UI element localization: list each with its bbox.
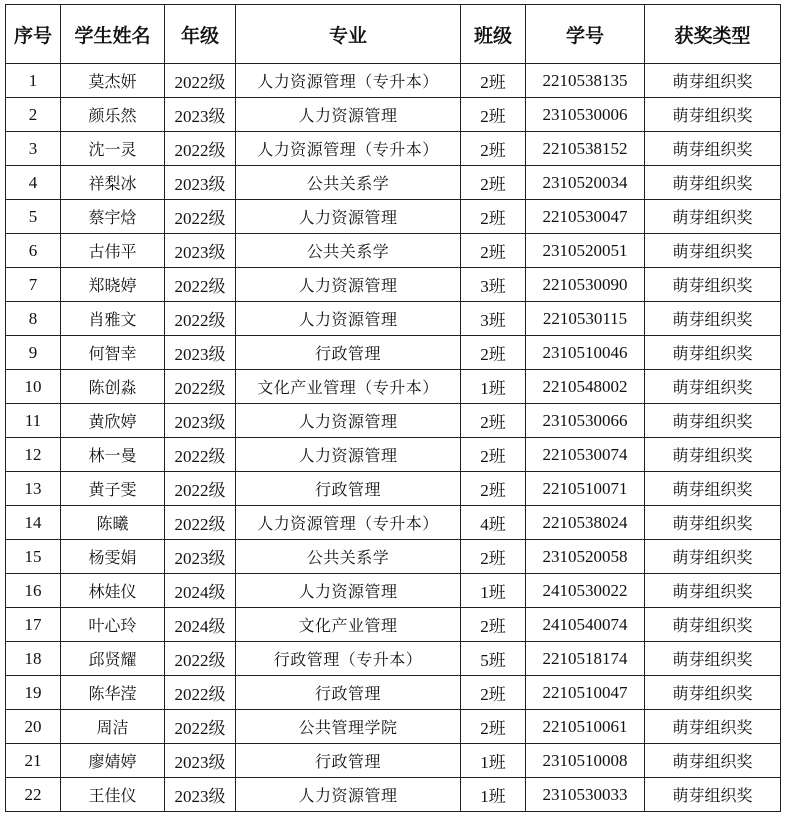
cell-major: 人力资源管理（专升本） (236, 506, 461, 540)
cell-index: 21 (6, 744, 61, 778)
cell-class: 2班 (461, 540, 526, 574)
cell-award-type: 萌芽组织奖 (645, 166, 781, 200)
cell-student-id: 2310530033 (526, 778, 645, 812)
table-row (6, 540, 781, 574)
cell-major: 人力资源管理（专升本） (236, 64, 461, 98)
cell-major: 人力资源管理 (236, 574, 461, 608)
cell-student-name: 陈华滢 (61, 676, 165, 710)
cell-major: 公共管理学院 (236, 710, 461, 744)
cell-major: 行政管理 (236, 676, 461, 710)
header-row (6, 5, 781, 64)
table-row (6, 64, 781, 98)
header-award-type: 获奖类型 (645, 5, 781, 64)
table-row (6, 710, 781, 744)
cell-grade: 2022级 (165, 200, 236, 234)
cell-student-id: 2210530047 (526, 200, 645, 234)
cell-index: 4 (6, 166, 61, 200)
cell-grade: 2022级 (165, 438, 236, 472)
cell-major: 行政管理（专升本） (236, 642, 461, 676)
cell-grade: 2022级 (165, 268, 236, 302)
cell-student-name: 蔡宇焓 (61, 200, 165, 234)
cell-student-name: 郑晓婷 (61, 268, 165, 302)
cell-index: 14 (6, 506, 61, 540)
cell-student-id: 2210518174 (526, 642, 645, 676)
cell-index: 12 (6, 438, 61, 472)
cell-award-type: 萌芽组织奖 (645, 778, 781, 812)
award-table-container (5, 4, 781, 812)
cell-student-name: 杨雯娟 (61, 540, 165, 574)
table-row (6, 336, 781, 370)
cell-class: 2班 (461, 234, 526, 268)
cell-student-id: 2210530115 (526, 302, 645, 336)
cell-grade: 2023级 (165, 166, 236, 200)
cell-student-name: 何智幸 (61, 336, 165, 370)
header-major: 专业 (236, 5, 461, 64)
cell-award-type: 萌芽组织奖 (645, 642, 781, 676)
cell-index: 7 (6, 268, 61, 302)
cell-class: 2班 (461, 132, 526, 166)
cell-grade: 2022级 (165, 64, 236, 98)
cell-grade: 2023级 (165, 98, 236, 132)
cell-class: 3班 (461, 268, 526, 302)
cell-student-name: 陈创淼 (61, 370, 165, 404)
cell-index: 3 (6, 132, 61, 166)
table-row (6, 472, 781, 506)
cell-student-id: 2210530074 (526, 438, 645, 472)
cell-major: 人力资源管理 (236, 778, 461, 812)
cell-index: 19 (6, 676, 61, 710)
cell-class: 2班 (461, 438, 526, 472)
cell-major: 行政管理 (236, 744, 461, 778)
cell-index: 20 (6, 710, 61, 744)
cell-student-name: 黄欣婷 (61, 404, 165, 438)
cell-index: 13 (6, 472, 61, 506)
cell-class: 2班 (461, 200, 526, 234)
cell-class: 2班 (461, 166, 526, 200)
cell-student-id: 2210510071 (526, 472, 645, 506)
cell-student-name: 古伟平 (61, 234, 165, 268)
table-row (6, 608, 781, 642)
cell-major: 公共关系学 (236, 166, 461, 200)
cell-index: 22 (6, 778, 61, 812)
header-index: 序号 (6, 5, 61, 64)
cell-class: 3班 (461, 302, 526, 336)
cell-award-type: 萌芽组织奖 (645, 574, 781, 608)
award-table (5, 4, 781, 812)
cell-award-type: 萌芽组织奖 (645, 404, 781, 438)
cell-major: 文化产业管理（专升本） (236, 370, 461, 404)
cell-major: 人力资源管理 (236, 302, 461, 336)
cell-award-type: 萌芽组织奖 (645, 98, 781, 132)
cell-award-type: 萌芽组织奖 (645, 302, 781, 336)
cell-grade: 2023级 (165, 778, 236, 812)
cell-grade: 2023级 (165, 744, 236, 778)
cell-award-type: 萌芽组织奖 (645, 234, 781, 268)
header-class: 班级 (461, 5, 526, 64)
cell-student-name: 陈曦 (61, 506, 165, 540)
table-row (6, 506, 781, 540)
cell-award-type: 萌芽组织奖 (645, 472, 781, 506)
cell-student-id: 2310510008 (526, 744, 645, 778)
cell-major: 人力资源管理 (236, 98, 461, 132)
cell-student-id: 2210510061 (526, 710, 645, 744)
cell-grade: 2024级 (165, 608, 236, 642)
cell-index: 5 (6, 200, 61, 234)
cell-major: 人力资源管理（专升本） (236, 132, 461, 166)
cell-student-name: 邱贤耀 (61, 642, 165, 676)
cell-award-type: 萌芽组织奖 (645, 608, 781, 642)
cell-award-type: 萌芽组织奖 (645, 268, 781, 302)
cell-class: 1班 (461, 574, 526, 608)
cell-award-type: 萌芽组织奖 (645, 710, 781, 744)
cell-student-id: 2210510047 (526, 676, 645, 710)
cell-student-id: 2210538152 (526, 132, 645, 166)
cell-student-id: 2310520058 (526, 540, 645, 574)
cell-award-type: 萌芽组织奖 (645, 370, 781, 404)
cell-award-type: 萌芽组织奖 (645, 438, 781, 472)
header-grade: 年级 (165, 5, 236, 64)
cell-index: 18 (6, 642, 61, 676)
table-row (6, 370, 781, 404)
table-row (6, 234, 781, 268)
table-row (6, 98, 781, 132)
cell-class: 1班 (461, 370, 526, 404)
table-row (6, 778, 781, 812)
cell-grade: 2023级 (165, 234, 236, 268)
cell-index: 15 (6, 540, 61, 574)
cell-grade: 2023级 (165, 404, 236, 438)
cell-student-id: 2410540074 (526, 608, 645, 642)
cell-student-name: 叶心玲 (61, 608, 165, 642)
cell-student-id: 2210538135 (526, 64, 645, 98)
cell-student-id: 2310520034 (526, 166, 645, 200)
cell-major: 文化产业管理 (236, 608, 461, 642)
cell-class: 1班 (461, 778, 526, 812)
cell-grade: 2022级 (165, 472, 236, 506)
cell-class: 2班 (461, 676, 526, 710)
table-row (6, 438, 781, 472)
cell-major: 人力资源管理 (236, 268, 461, 302)
cell-student-name: 王佳仪 (61, 778, 165, 812)
cell-index: 16 (6, 574, 61, 608)
cell-award-type: 萌芽组织奖 (645, 744, 781, 778)
cell-grade: 2022级 (165, 710, 236, 744)
cell-major: 行政管理 (236, 472, 461, 506)
cell-index: 10 (6, 370, 61, 404)
cell-award-type: 萌芽组织奖 (645, 336, 781, 370)
cell-grade: 2022级 (165, 132, 236, 166)
cell-student-name: 肖雅文 (61, 302, 165, 336)
cell-grade: 2022级 (165, 302, 236, 336)
cell-student-id: 2310530006 (526, 98, 645, 132)
cell-major: 公共关系学 (236, 540, 461, 574)
cell-grade: 2022级 (165, 676, 236, 710)
header-student-name: 学生姓名 (61, 5, 165, 64)
cell-student-id: 2210548002 (526, 370, 645, 404)
cell-class: 2班 (461, 336, 526, 370)
cell-award-type: 萌芽组织奖 (645, 540, 781, 574)
cell-student-id: 2310510046 (526, 336, 645, 370)
cell-award-type: 萌芽组织奖 (645, 64, 781, 98)
cell-student-name: 廖婧婷 (61, 744, 165, 778)
cell-award-type: 萌芽组织奖 (645, 506, 781, 540)
cell-class: 1班 (461, 744, 526, 778)
cell-class: 2班 (461, 472, 526, 506)
cell-class: 2班 (461, 404, 526, 438)
cell-grade: 2023级 (165, 540, 236, 574)
cell-student-name: 沈一灵 (61, 132, 165, 166)
cell-student-id: 2210538024 (526, 506, 645, 540)
cell-student-name: 莫杰妍 (61, 64, 165, 98)
cell-student-id: 2310520051 (526, 234, 645, 268)
cell-grade: 2023级 (165, 336, 236, 370)
cell-grade: 2022级 (165, 370, 236, 404)
cell-major: 人力资源管理 (236, 404, 461, 438)
cell-index: 1 (6, 64, 61, 98)
cell-award-type: 萌芽组织奖 (645, 200, 781, 234)
cell-student-id: 2410530022 (526, 574, 645, 608)
table-row (6, 166, 781, 200)
table-row (6, 574, 781, 608)
cell-index: 9 (6, 336, 61, 370)
table-row (6, 404, 781, 438)
table-row (6, 200, 781, 234)
table-row (6, 744, 781, 778)
cell-grade: 2022级 (165, 642, 236, 676)
cell-index: 17 (6, 608, 61, 642)
table-body (6, 64, 781, 812)
cell-class: 2班 (461, 608, 526, 642)
cell-student-name: 祥梨冰 (61, 166, 165, 200)
cell-major: 行政管理 (236, 336, 461, 370)
cell-student-name: 颜乐然 (61, 98, 165, 132)
cell-class: 2班 (461, 710, 526, 744)
cell-index: 2 (6, 98, 61, 132)
cell-grade: 2024级 (165, 574, 236, 608)
cell-class: 5班 (461, 642, 526, 676)
cell-class: 2班 (461, 64, 526, 98)
table-row (6, 676, 781, 710)
cell-student-id: 2310530066 (526, 404, 645, 438)
table-row (6, 302, 781, 336)
cell-grade: 2022级 (165, 506, 236, 540)
cell-student-name: 周洁 (61, 710, 165, 744)
table-row (6, 268, 781, 302)
cell-class: 2班 (461, 98, 526, 132)
cell-student-id: 2210530090 (526, 268, 645, 302)
cell-class: 4班 (461, 506, 526, 540)
table-row (6, 132, 781, 166)
table-row (6, 642, 781, 676)
cell-major: 公共关系学 (236, 234, 461, 268)
header-student-id: 学号 (526, 5, 645, 64)
cell-index: 8 (6, 302, 61, 336)
cell-student-name: 林娃仪 (61, 574, 165, 608)
cell-student-name: 林一曼 (61, 438, 165, 472)
cell-major: 人力资源管理 (236, 438, 461, 472)
cell-major: 人力资源管理 (236, 200, 461, 234)
cell-student-name: 黄子雯 (61, 472, 165, 506)
cell-award-type: 萌芽组织奖 (645, 676, 781, 710)
cell-index: 11 (6, 404, 61, 438)
cell-index: 6 (6, 234, 61, 268)
cell-award-type: 萌芽组织奖 (645, 132, 781, 166)
